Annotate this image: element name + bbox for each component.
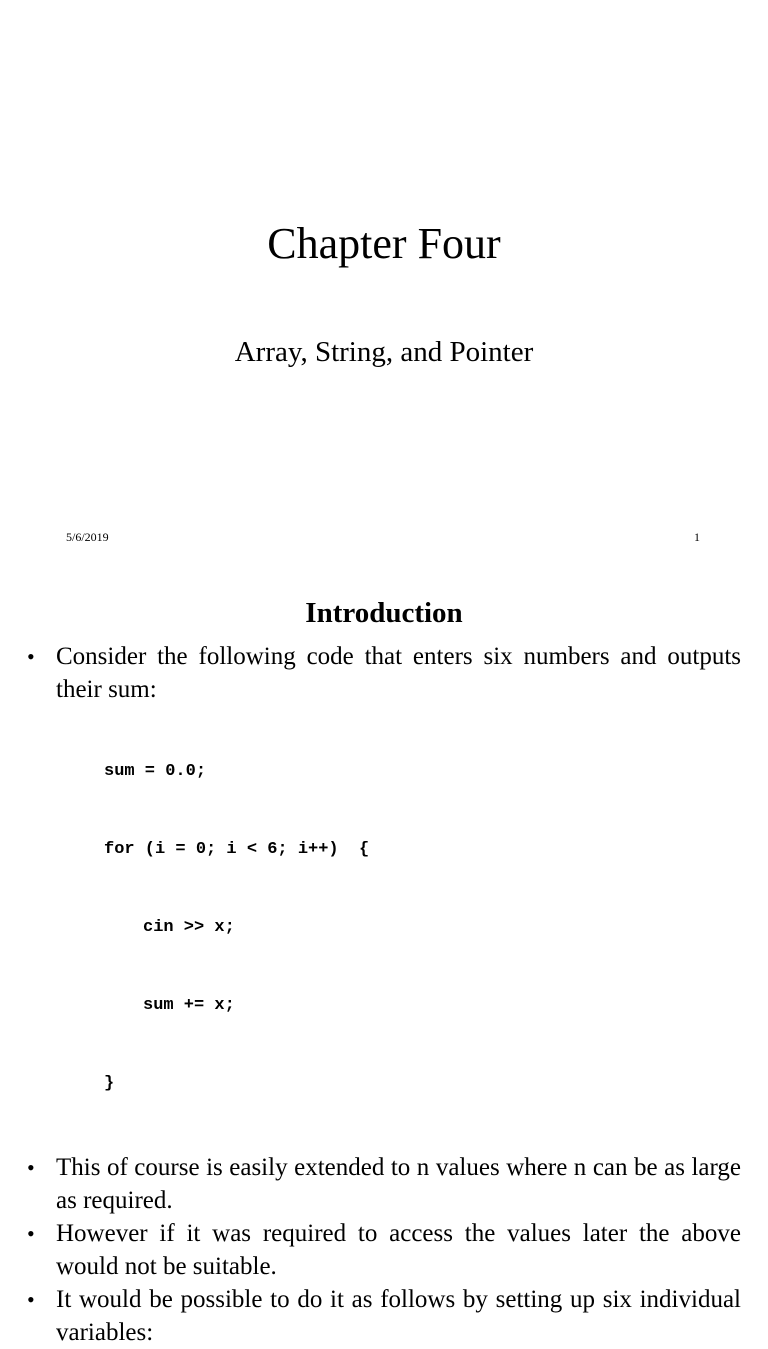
code-line: cin >> x;: [143, 918, 235, 937]
code-block: [104, 707, 741, 1149]
code-line: sum = 0.0;: [104, 762, 207, 781]
slide-heading: Introduction: [305, 597, 463, 629]
bullet-icon: •: [27, 1155, 35, 1180]
bullet-list: [0, 640, 768, 1349]
code-line: sum += x;: [143, 996, 235, 1015]
slide-introduction: [0, 570, 768, 1346]
bullet-text: This of course is easily extended to n values where n can be as large as required.: [56, 1154, 741, 1214]
bullet-item: [0, 1217, 768, 1283]
bullet-text: Consider the following code that enters six numbers and outputs their sum:: [56, 643, 741, 703]
slide-date: 5/6/2019: [66, 530, 109, 544]
bullet-text: It would be possible to do it as follows by setting up six individual variables:: [56, 1286, 741, 1346]
bullet-icon: •: [27, 1287, 35, 1312]
bullet-icon: •: [27, 644, 35, 669]
bullet-item: [0, 640, 768, 1149]
bullet-text: However if it was required to access the values later the above would not be suitable.: [56, 1220, 741, 1280]
slide-title-page: [0, 0, 768, 570]
chapter-subtitle: Array, String, and Pointer: [234, 336, 534, 368]
bullet-icon: •: [27, 1221, 35, 1246]
bullet-item: [0, 1283, 768, 1349]
code-line: for (i = 0; i < 6; i++) {: [104, 840, 370, 859]
slide-page-number: 1: [694, 530, 700, 544]
code-line: }: [104, 1074, 115, 1093]
bullet-item: [0, 1151, 768, 1217]
chapter-title: Chapter Four: [267, 219, 501, 268]
